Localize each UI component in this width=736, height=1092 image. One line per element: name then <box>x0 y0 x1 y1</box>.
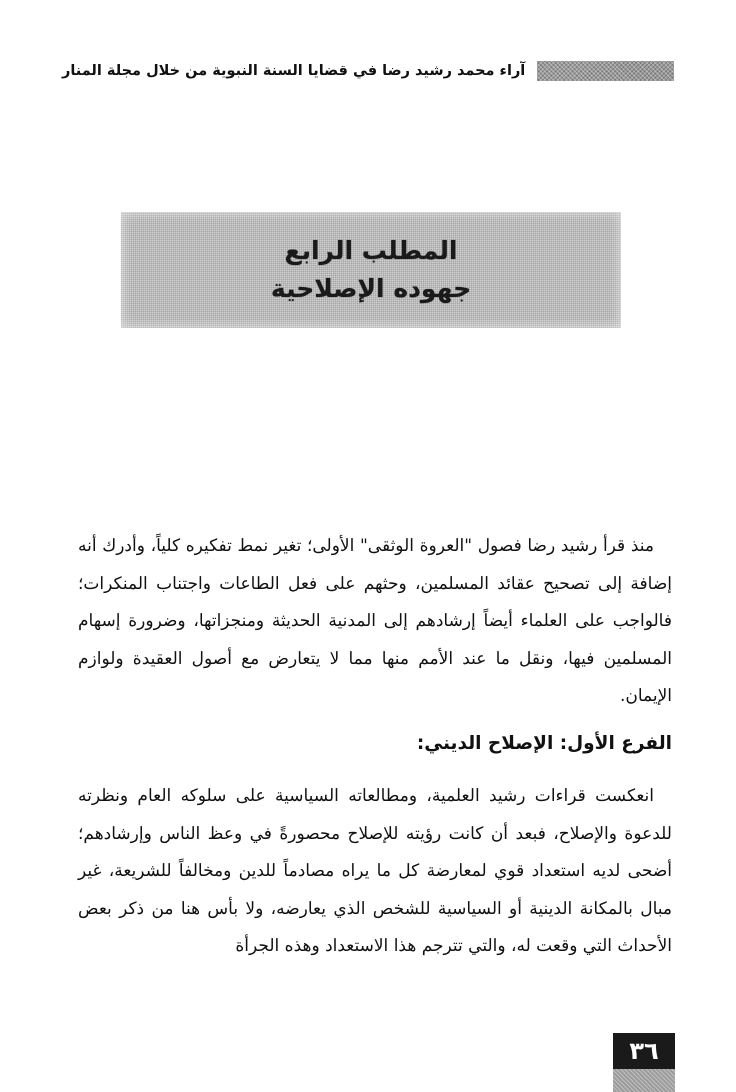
section-title-line2: جهوده الإصلاحية <box>270 274 472 303</box>
page-number: ٣٦ <box>613 1033 675 1069</box>
page-number-decorative-strip <box>613 1069 675 1092</box>
paragraph-2 <box>78 778 672 966</box>
subheading: الفرع الأول: الإصلاح الديني: <box>416 733 672 754</box>
header-decorative-bar <box>537 61 674 81</box>
paragraph-1-text: منذ قرأ رشيد رضا فصول "العروة الوثقى" الأولى؛ تغير نمط تفكيره كلياً، وأدرك أنه إضافة إلى تصحيح عقائد المسلمين، وحثهم على فعل الطاعات واجتناب المنكرات؛ فالواجب على العلماء أيضاً إرشادهم إلى المدنية الحديثة ومنجزاتها، وضرورة إسهام المسلمين فيها، ونقل ما عند الأمم منها مما لا يتعارض مع أصول العقيدة ولوازم الإيمان. <box>78 536 672 706</box>
running-header <box>62 58 674 84</box>
running-header-title: آراء محمد رشيد رضا في قضايا السنة النبوية من خلال مجلة المنار <box>62 63 526 79</box>
paragraph-1 <box>78 528 672 716</box>
section-title-line1: المطلب الرابع <box>284 236 458 265</box>
paragraph-2-text: انعكست قراءات رشيد العلمية، ومطالعاته السياسية على سلوكه العام ونظرته للدعوة والإصلاح، فبعد أن كانت رؤيته للإصلاح محصورةً في وعظ الناس وإرشادهم؛ أضحى لديه استعداد قوي لمعارضة كل ما يراه مصادماً للدين ومخالفاً للشريعة، غير مبال بالمكانة الدينية أو السياسية للشخص الذي يعارضه، ولا بأس هنا من ذكر بعض الأحداث التي وقعت له، والتي تترجم هذا الاستعداد وهذه الجرأة <box>78 786 672 956</box>
section-title-box <box>121 212 621 328</box>
